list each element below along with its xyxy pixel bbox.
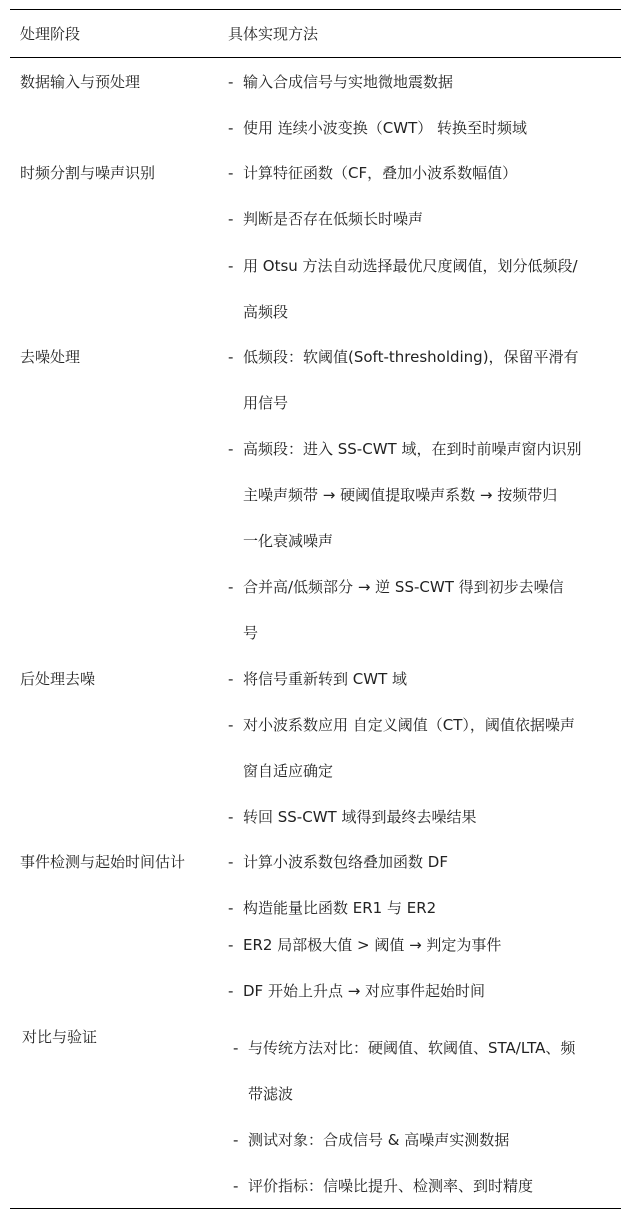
header-bottom-rule [10, 57, 621, 58]
method-item-text: 评价指标：信噪比提升、检测率、到时精度 [248, 1177, 534, 1195]
method-item-text: 用 Otsu 方法自动选择最优尺度阈值，划分低频段/ [243, 257, 578, 275]
method-item-line [228, 761, 333, 781]
table-bottom-rule [10, 1208, 621, 1209]
method-item-line [228, 393, 288, 413]
method-item-line [228, 577, 564, 597]
table-row-stage: 去噪处理 [20, 348, 81, 366]
bullet-dash: - [233, 1177, 239, 1195]
bullet-dash: - [228, 853, 234, 871]
table-row-stage: 数据输入与预处理 [20, 73, 141, 91]
bullet-dash: - [228, 440, 234, 458]
bullet-dash: - [228, 899, 234, 917]
method-item-line [228, 898, 436, 918]
method-item-text: 判断是否存在低频长时噪声 [243, 210, 424, 228]
bullet-dash: - [228, 119, 234, 137]
method-item-line [228, 72, 453, 92]
method-item-text: 高频段：进入 SS-CWT 域，在到时前噪声窗内识别 [243, 440, 582, 458]
method-item-text: 计算小波系数包络叠加函数 DF [243, 853, 448, 871]
method-item-line [228, 118, 527, 138]
method-item-line [228, 715, 575, 735]
method-item-line [228, 256, 578, 276]
bullet-dash: - [228, 578, 234, 596]
method-item-text: 使用 连续小波变换（CWT） 转换至时频域 [243, 119, 528, 137]
bullet-dash: - [228, 348, 234, 366]
method-item-text: 构造能量比函数 ER1 与 ER2 [243, 899, 437, 917]
method-item-text: 主噪声频带 → 硬阈值提取噪声系数 → 按频带归 [243, 486, 558, 504]
bullet-dash: - [228, 716, 234, 734]
bullet-dash: - [233, 1131, 239, 1149]
method-item-line [233, 1176, 533, 1196]
method-item-text: 转回 SS-CWT 域得到最终去噪结果 [243, 808, 477, 826]
method-item-text: 输入合成信号与实地微地震数据 [243, 73, 454, 91]
method-item-line [228, 623, 258, 643]
method-item-line [228, 807, 476, 827]
method-item-text: 用信号 [243, 394, 289, 412]
method-item-line [228, 347, 579, 367]
method-item-line [228, 935, 501, 955]
method-item-text: ER2 局部极大值 > 阈值 → 判定为事件 [243, 936, 502, 954]
method-item-line [228, 669, 407, 689]
bullet-dash: - [228, 73, 234, 91]
method-item-line [233, 1038, 575, 1058]
method-item-line [228, 485, 557, 505]
method-item-text: 对小波系数应用 自定义阈值（CT），阈值依据噪声 [243, 716, 575, 734]
method-item-text: 带滤波 [248, 1085, 294, 1103]
method-item-text: DF 开始上升点 → 对应事件起始时间 [243, 982, 486, 1000]
table-row-stage: 时频分割与噪声识别 [20, 164, 156, 182]
method-item-line [228, 439, 581, 459]
column-header-method: 具体实现方法 [228, 25, 319, 43]
method-item-text: 计算特征函数（CF，叠加小波系数幅值） [243, 164, 518, 182]
table-row-stage: 事件检测与起始时间估计 [20, 853, 186, 871]
method-item-line [228, 209, 423, 229]
bullet-dash: - [228, 257, 234, 275]
method-item-text: 号 [243, 624, 259, 642]
method-item-text: 一化衰减噪声 [243, 532, 334, 550]
method-item-text: 合并高/低频部分 → 逆 SS-CWT 得到初步去噪信 [243, 578, 564, 596]
method-item-line [233, 1130, 509, 1150]
table-row-stage: 对比与验证 [22, 1028, 98, 1046]
method-item-text: 测试对象：合成信号 & 高噪声实测数据 [248, 1131, 510, 1149]
bullet-dash: - [228, 670, 234, 688]
method-item-text: 窗自适应确定 [243, 762, 334, 780]
bullet-dash: - [228, 936, 234, 954]
method-item-line [228, 981, 485, 1001]
method-item-text: 高频段 [243, 303, 289, 321]
method-item-text: 与传统方法对比：硬阈值、软阈值、STA/LTA、频 [248, 1039, 576, 1057]
method-item-line [228, 302, 288, 322]
table-row-stage: 后处理去噪 [20, 670, 96, 688]
table-top-rule [10, 9, 621, 10]
method-item-line [233, 1084, 293, 1104]
method-item-line [228, 531, 333, 551]
bullet-dash: - [228, 164, 234, 182]
method-item-text: 将信号重新转到 CWT 域 [243, 670, 408, 688]
method-item-line [228, 163, 517, 183]
bullet-dash: - [228, 210, 234, 228]
method-item-line [228, 852, 448, 872]
bullet-dash: - [228, 808, 234, 826]
bullet-dash: - [233, 1039, 239, 1057]
bullet-dash: - [228, 982, 234, 1000]
method-item-text: 低频段：软阈值(Soft-thresholding)，保留平滑有 [243, 348, 579, 366]
column-header-stage: 处理阶段 [20, 25, 81, 43]
